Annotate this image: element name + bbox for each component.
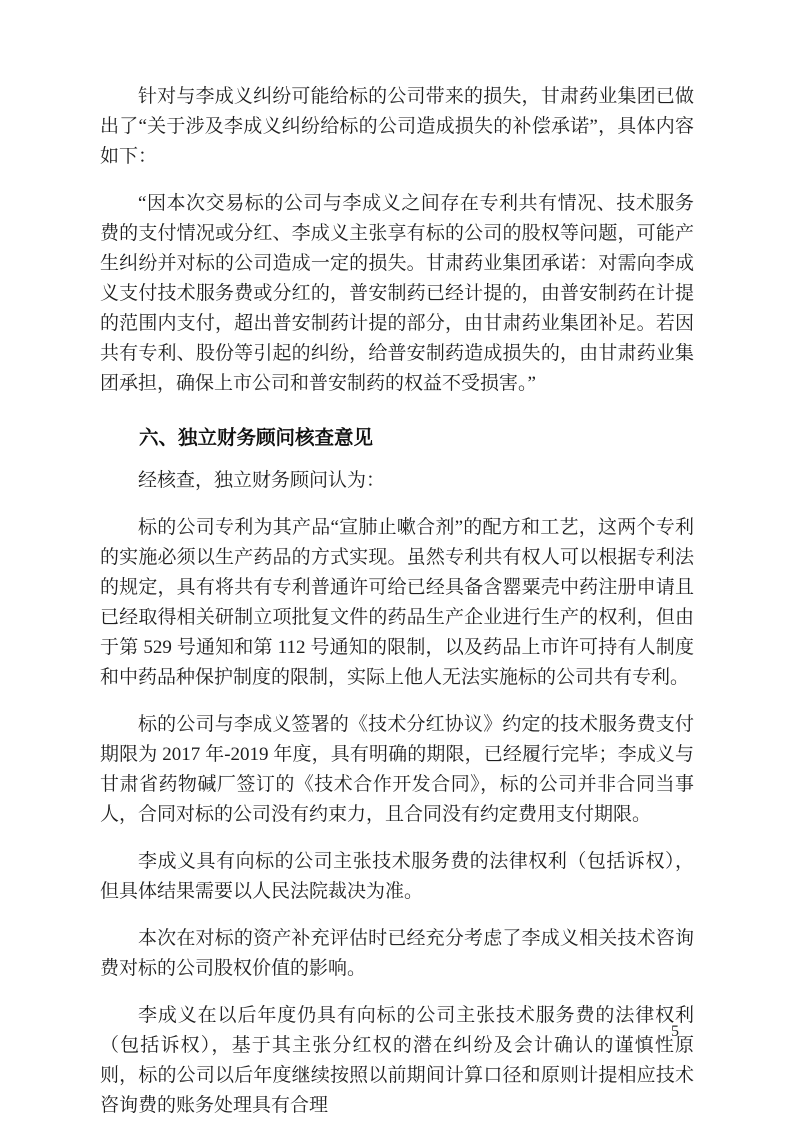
paragraph: 本次在对标的资产补充评估时已经充分考虑了李成义相关技术咨询费对标的公司股权价值的影响。 (100, 928, 694, 979)
paragraph: 标的公司专利为其产品“宣肺止嗽合剂”的配方和工艺，这两个专利的实施必须以生产药品的方式实现。虽然专利共有权人可以根据专利法的规定，具有将共有专利普通许可给已经具备含罂粟壳中药注册申请且已经取得相关研制立项批复文件的药品生产企业进行生产的权利，但由于第 529 号通知和第 112 号通知的限制，以及药品上市许可持有人制度和中药品种保护制度的限制，实际上他人无法实施标的公司共有专利。 (100, 517, 694, 688)
document-body (100, 82, 694, 1122)
section-heading: 六、独立财务顾问核查意见 (139, 428, 374, 449)
paragraph: 标的公司与李成义签署的《技术分红协议》约定的技术服务费支付期限为 2017 年-2019 年度，具有明确的期限，已经履行完毕；李成义与甘肃省药物碱厂签订的《技术合作开发合同》，标的公司并非合同当事人，合同对标的公司没有约束力，且合同没有约定费用支付期限。 (100, 714, 694, 825)
paragraph: 针对与李成义纠纷可能给标的公司带来的损失，甘肃药业集团已做出了“关于涉及李成义纠纷给标的公司造成损失的补偿承诺”，具体内容如下： (100, 86, 694, 167)
paragraph: 李成义在以后年度仍具有向标的公司主张技术服务费的法律权利（包括诉权），基于其主张分红权的潜在纠纷及会计确认的谨慎性原则，标的公司以后年度继续按照以前期间计算口径和原则计提相应技术咨询费的账务处理具有合理 (100, 1005, 694, 1116)
page-number: 5 (671, 1023, 679, 1040)
paragraph: “因本次交易标的公司与李成义之间存在专利共有情况、技术服务费的支付情况或分红、李成义主张享有标的公司的股权等问题，可能产生纠纷并对标的公司造成一定的损失。甘肃药业集团承诺：对需向李成义支付技术服务费或分红的，普安制药已经计提的，由普安制药在计提的范围内支付，超出普安制药计提的部分，由甘肃药业集团补足。若因共有专利、股份等引起的纠纷，给普安制药造成损失的，由甘肃药业集团承担，确保上市公司和普安制药的权益不受损害。” (100, 193, 694, 394)
paragraph: 李成义具有向标的公司主张技术服务费的法律权利（包括诉权），但具体结果需要以人民法院裁决为准。 (100, 851, 694, 902)
paragraph: 经核查，独立财务顾问认为： (138, 470, 386, 491)
